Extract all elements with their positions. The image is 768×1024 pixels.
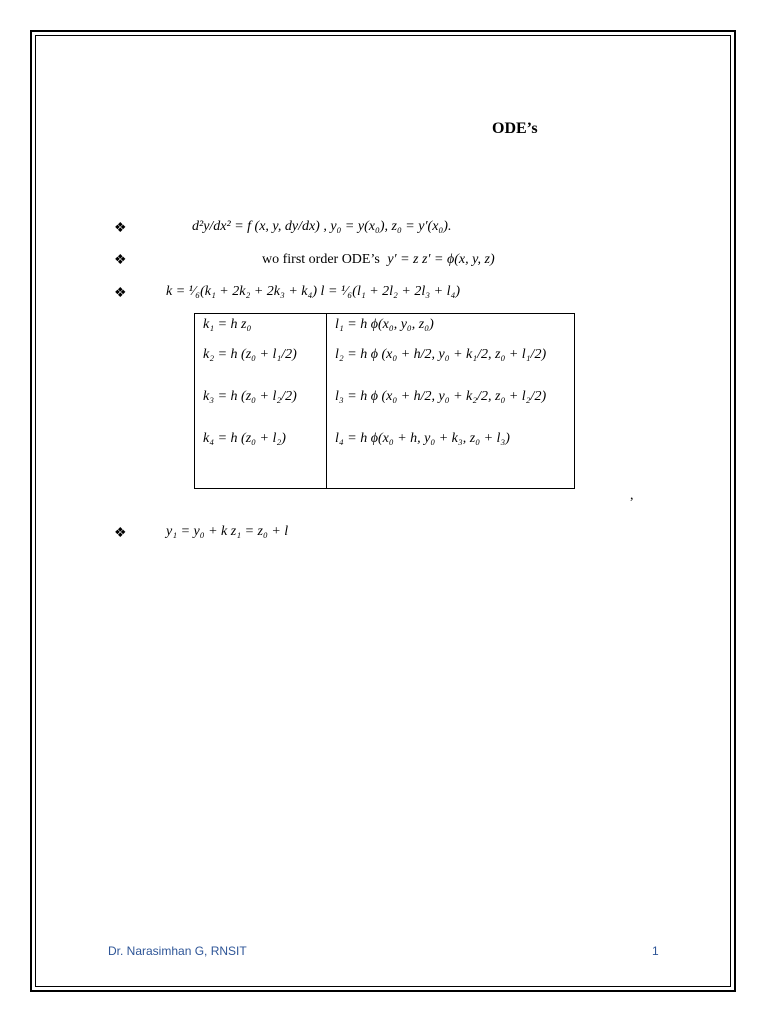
l3-cell: l₃ = h ϕ (x₀ + h/2, y₀ + k₂/2, z₀ + l₂/2): [335, 389, 547, 404]
page-border-inner: [35, 35, 731, 987]
page-title: ODE’s: [492, 120, 538, 137]
k-column: [195, 314, 327, 489]
k4-cell: k₄ = h (z₀ + l₂): [203, 431, 286, 446]
bullet-icon: ❖: [114, 221, 127, 236]
bullet-icon: ❖: [114, 286, 127, 301]
bullet-icon: ❖: [114, 526, 127, 541]
l4-cell: l₄ = h ϕ(x₀ + h, y₀ + k₃, z₀ + l₃): [335, 431, 510, 446]
footer-page-number: 1: [652, 944, 659, 958]
k3-cell: k₃ = h (z₀ + l₂/2): [203, 389, 297, 404]
ode-definition: d²y/dx² = f (x, y, dy/dx) , y₀ = y(x₀), z₀ = y′(x₀).: [192, 219, 452, 234]
k2-cell: k₂ = h (z₀ + l₁/2): [203, 347, 297, 362]
l1-cell: l₁ = h ϕ(x₀, y₀, z₀): [335, 317, 434, 332]
bullet-icon: ❖: [114, 253, 127, 268]
table-row: [195, 314, 575, 489]
footer-author: Dr. Narasimhan G, RNSIT: [108, 944, 247, 958]
system-description: [262, 252, 495, 268]
runge-kutta-table: [194, 313, 575, 489]
system-text: wo first order ODE’s: [262, 252, 380, 267]
l2-cell: l₂ = h ϕ (x₀ + h/2, y₀ + k₁/2, z₀ + l₁/2): [335, 347, 547, 362]
system-equations: y′ = z z′ = ϕ(x, y, z): [387, 252, 495, 267]
l-column: [327, 314, 575, 489]
k1-cell: k₁ = h z₀: [203, 317, 252, 332]
update-formulas: y₁ = y₀ + k z₁ = z₀ + l: [166, 524, 289, 539]
k-l-formulas: k = ¹⁄₆(k₁ + 2k₂ + 2k₃ + k₄) l = ¹⁄₆(l₁ + 2l₂ + 2l₃ + l₄): [166, 284, 460, 299]
stray-comma: ,: [630, 488, 634, 503]
